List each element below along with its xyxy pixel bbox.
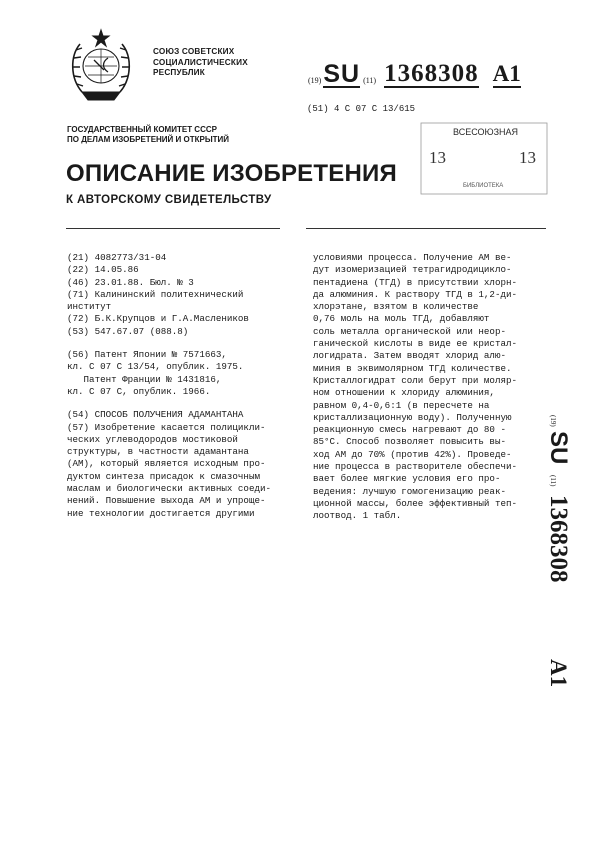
biblio-line: (72) Б.К.Крупцов и Г.А.Маслеников (67, 313, 249, 325)
abstract-line: ческих углеводородов мостиковой (67, 433, 238, 445)
country-code: SU (323, 60, 361, 88)
abstract-line: миния в эквимолярном ТГД количестве. (313, 362, 512, 374)
abstract-line: 0,76 моль на моль ТГД, добавляют (313, 313, 490, 325)
country-code-tag: (19) (308, 76, 322, 85)
abstract-line: ном отношении к хлориду алюминия, (313, 387, 495, 399)
state-name (153, 47, 273, 79)
abstract-line: ционной массы, более эффективный теп- (313, 497, 517, 509)
biblio-line: (22) 14.05.86 (67, 264, 139, 276)
abstract-line: ние процесса в растворителе обеспечи- (313, 461, 517, 473)
state-line-3: РЕСПУБЛИК (153, 68, 205, 77)
stamp-digits-right: 13 (519, 148, 536, 167)
abstract-line: да алюминия. К раствору ТГД в 1,2-ди- (313, 288, 517, 300)
biblio-line: (71) Калининский политехнический (67, 288, 244, 300)
state-line-2: СОЦИАЛИСТИЧЕСКИХ (153, 57, 248, 67)
document-subtitle: К АВТОРСКОМУ СВИДЕТЕЛЬСТВУ (66, 194, 272, 206)
abstract-line: 85°С. Способ позволяет повысить вы- (313, 436, 506, 448)
patent-number-line (308, 58, 553, 88)
abstract-column (313, 252, 517, 523)
invention-title-line: (54) СПОСОБ ПОЛУЧЕНИЯ АДАМАНТАНА (67, 409, 244, 421)
abstract-line: вает более мягкие условия его про- (313, 473, 501, 485)
abstract-line: структуры, в частности адамантана (67, 446, 249, 458)
vertical-code-tag: (19) (549, 415, 557, 427)
abstract-line: соль металла органической или неор- (313, 325, 506, 337)
spacer (67, 398, 271, 409)
abstract-line: (57) Изобретение касается полицикли- (67, 421, 266, 433)
abstract-line: Кристаллогидрат соли берут при моляр- (313, 374, 517, 386)
kind-code: A1 (492, 61, 521, 86)
library-stamp (419, 121, 549, 196)
state-line-1: СОЮЗ СОВЕТСКИХ (153, 47, 235, 56)
biblio-line: Патент Франции № 1431816, (67, 373, 222, 385)
abstract-line: (АМ), который является исходным про- (67, 458, 266, 470)
ipc-classification: (51) 4 С 07 С 13/615 (307, 104, 416, 114)
abstract-line: лоотвод. 1 табл. (313, 510, 402, 522)
abstract-line: дут изомеризацией тетрагидродицикло- (313, 264, 512, 276)
biblio-line: кл. С 07 С 13/54, опублик. 1975. (67, 361, 244, 373)
abstract-line: ние технологии достигается другими (67, 507, 255, 519)
abstract-line: нений. Повышение выхода АМ и упроще- (67, 495, 266, 507)
committee-name (67, 125, 287, 145)
biblio-line: институт (67, 301, 112, 313)
vertical-patent-digits: 1368308 (545, 495, 572, 583)
biblio-line: (46) 23.01.88. Бюл. № 3 (67, 276, 194, 288)
number-code-tag: (11) (363, 76, 377, 85)
abstract-line: маслам и биологически активных соеди- (67, 483, 271, 495)
abstract-line: пентадиена (ТГД) в присутствии хлорн- (313, 276, 517, 288)
vertical-number-tag: (11) (549, 475, 557, 487)
divider-left (66, 228, 280, 229)
biblio-line: кл. С 07 С, опублик. 1966. (67, 385, 211, 397)
spacer (67, 338, 271, 349)
abstract-line: ганической кислоты в виде ее кристал- (313, 338, 517, 350)
biblio-line: (21) 4082773/31-04 (67, 252, 167, 263)
vertical-kind: A1 (546, 659, 571, 688)
committee-line-1: ГОСУДАРСТВЕННЫЙ КОМИТЕТ СССР (67, 125, 217, 134)
divider-right (306, 228, 546, 229)
patent-number: 1368308 (384, 60, 479, 87)
vertical-patent-number (541, 415, 581, 705)
vertical-country: SU (545, 431, 572, 465)
abstract-line: хлорэтане, взятом в количестве (313, 301, 479, 313)
abstract-line: условиями процесса. Получение АМ ве- (313, 252, 512, 263)
stamp-top-text: ВСЕСОЮЗНАЯ (453, 127, 519, 137)
abstract-line: реакционную смесь нагревают до 80 - (313, 424, 506, 436)
stamp-bottom-text: БИБЛИОТЕКА (463, 183, 504, 189)
abstract-line: кристаллизационную воду). Полученную (313, 411, 512, 423)
stamp-digits-left: 13 (429, 148, 446, 167)
abstract-line: равном 0,4-0,6:1 (в пересчете на (313, 399, 490, 411)
abstract-line: ход АМ до 70% (против 42%). Проведе- (313, 448, 512, 460)
bibliographic-column (67, 252, 271, 520)
abstract-line: дуктом синтеза присадок к смазочным (67, 470, 260, 482)
document-title: ОПИСАНИЕ ИЗОБРЕТЕНИЯ (66, 160, 397, 187)
abstract-line: ведения: лучшую гомогенизацию реак- (313, 485, 506, 497)
biblio-line: (53) 547.67.07 (088.8) (67, 325, 189, 337)
ussr-emblem-icon (58, 22, 144, 108)
abstract-line: логидрата. Затем вводят хлорид алю- (313, 350, 506, 362)
biblio-line: (56) Патент Японии № 7571663, (67, 349, 227, 361)
committee-line-2: ПО ДЕЛАМ ИЗОБРЕТЕНИЙ И ОТКРЫТИЙ (67, 135, 230, 144)
